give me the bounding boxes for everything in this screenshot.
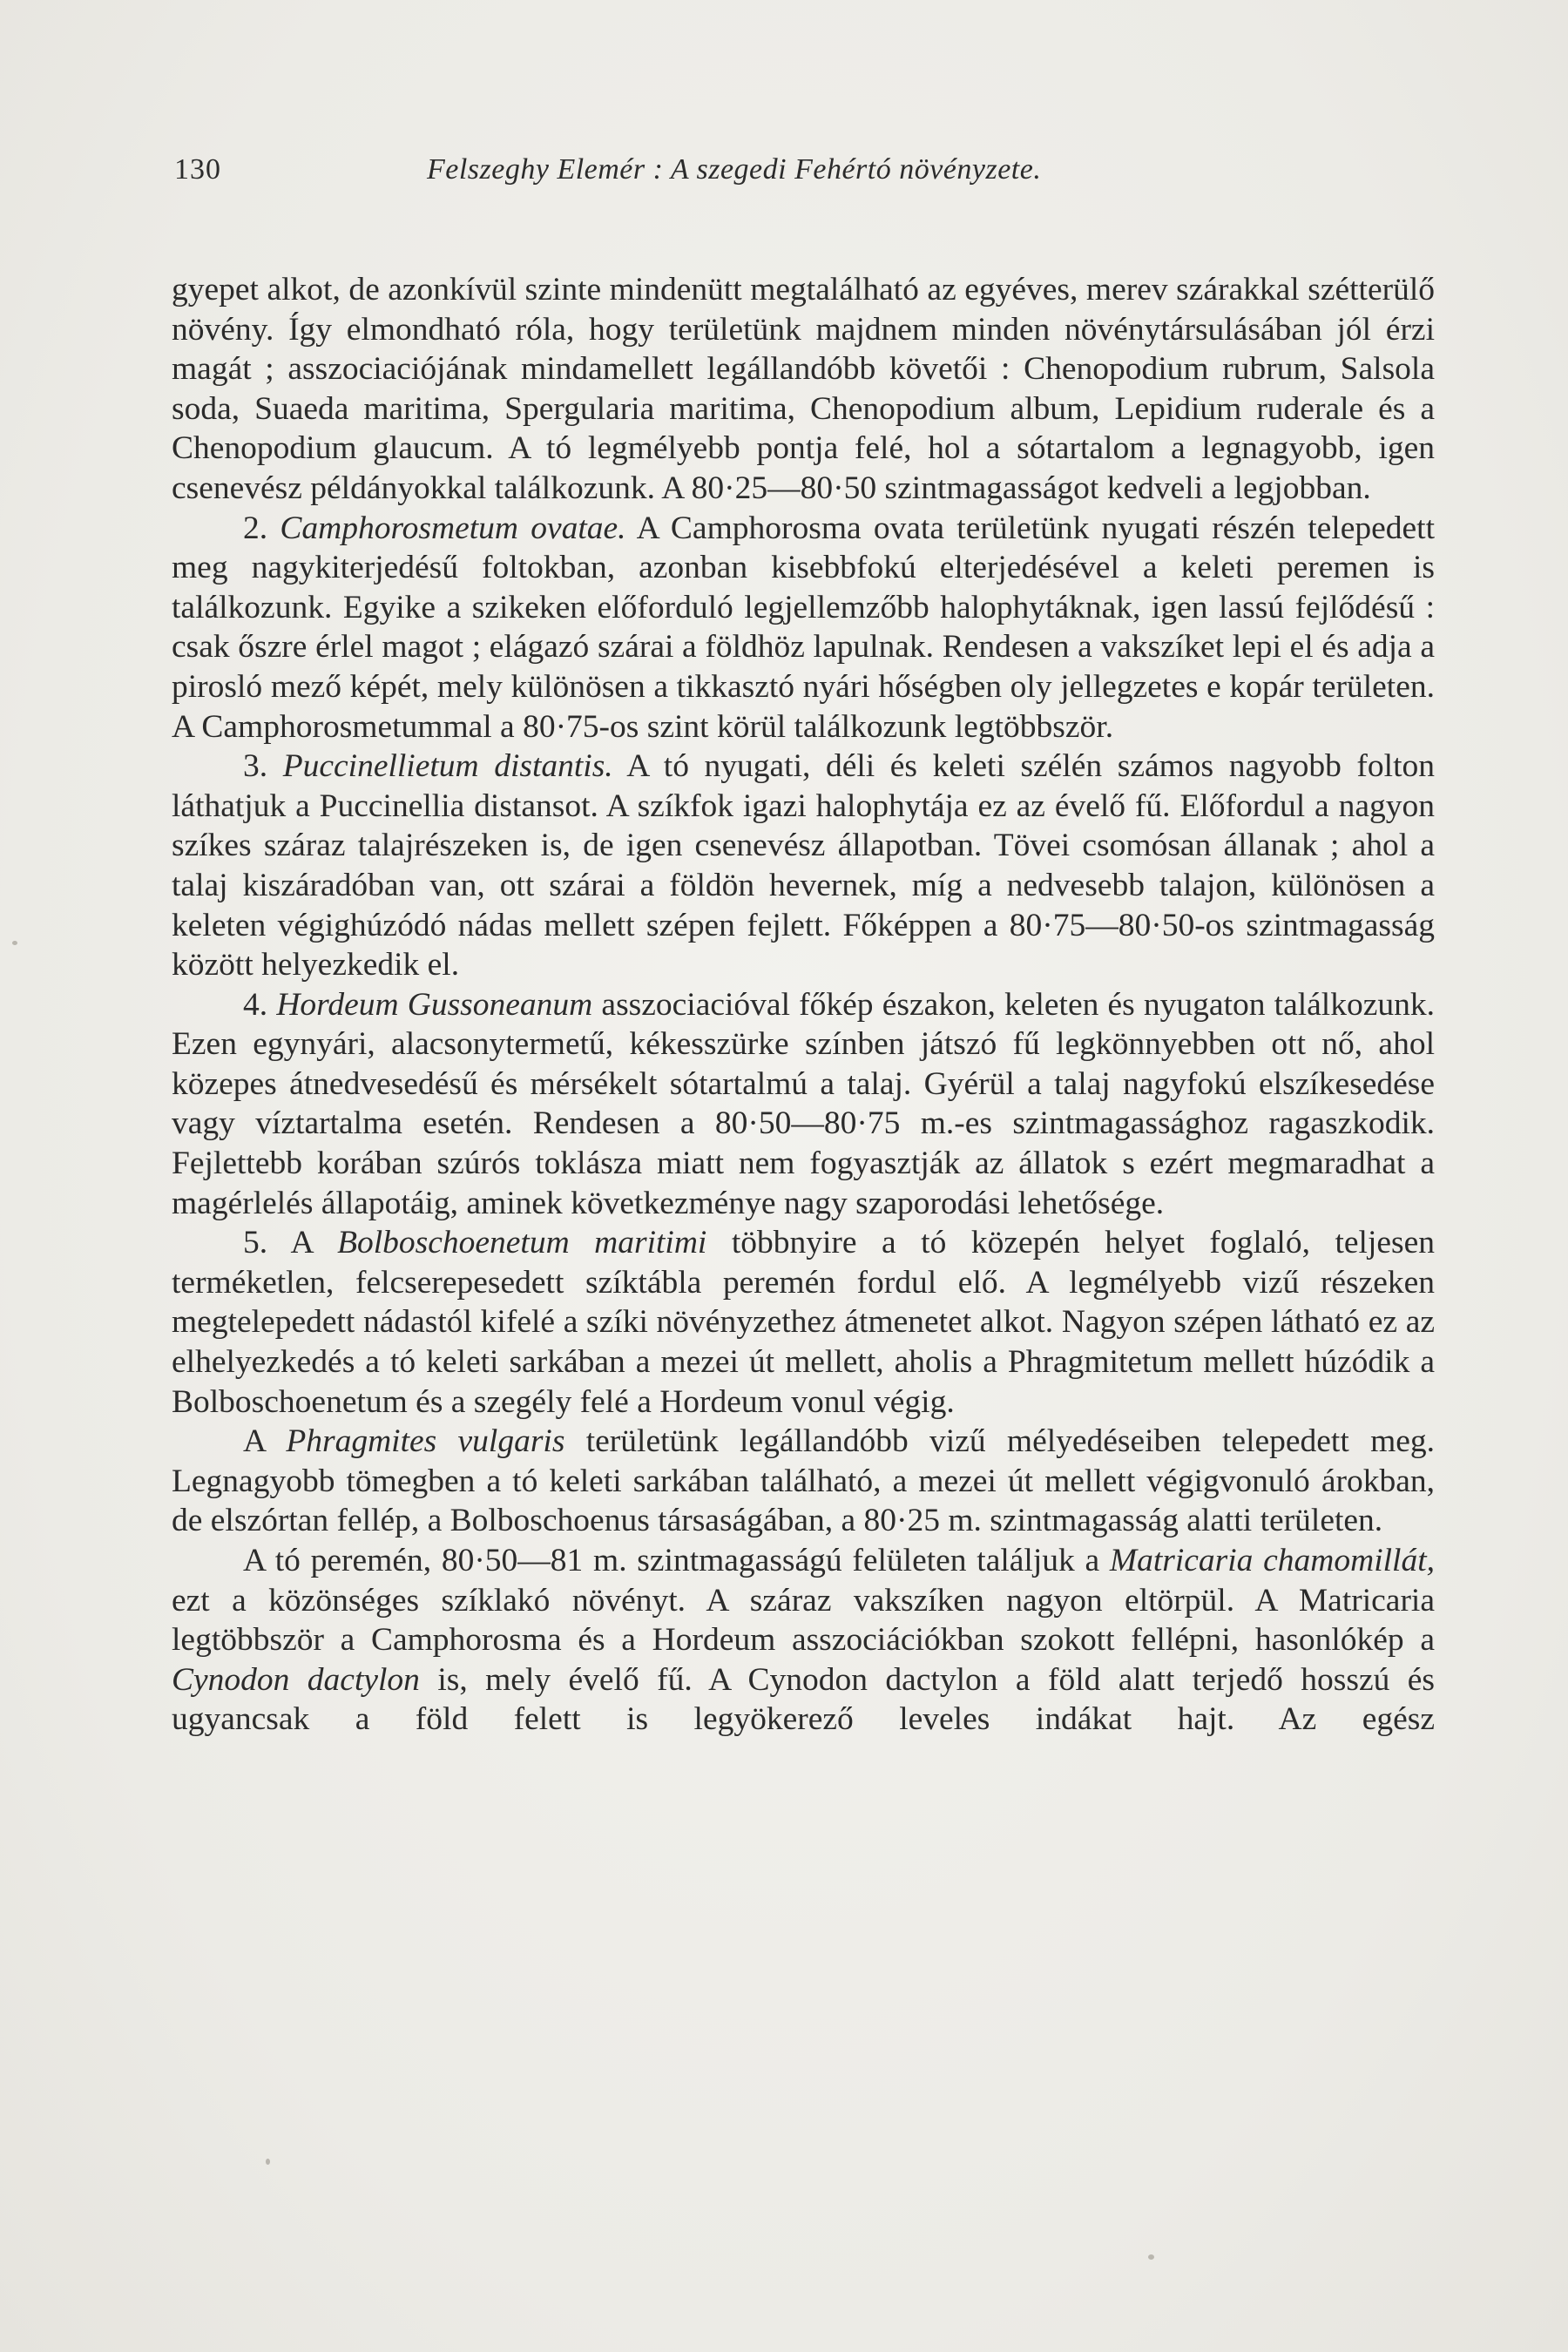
text-run: asszociacióval főkép északon, keleten és nyugaton találkozunk. Ezen egynyári, alacsonytermetű, kékesszürke színben játszó fű legkönnyebben ott nő, ahol közepes átnedvesedésű és mérsékelt sótartalmú a talaj. Gyérül a talaj nagyfokú elszíkesedése vagy víztartalma esetén. Rendesen a 80·50—80·75 m.-es szintmagassághoz ragaszkodik. Fejlettebb korában szúrós toklásza miatt nem fogyasztják az állatok s ezért megmaradhat a magérlelés állapotáig, aminek következménye nagy szaporodási lehetősége. — [172, 986, 1435, 1221]
text-run: A — [243, 1423, 287, 1460]
paper-speck — [12, 941, 17, 945]
text-run: területünk legállandóbb vizű mélyedéseiben telepedett meg. Legnagyobb tömegben a tó keleti sarkában található, a mezei út mellett végigvonuló árokban, de elszórtan fellép, a Bolboschoenus társaságában, a 80·25 m. szintmagasság alatti területen. — [172, 1423, 1436, 1539]
text-run: A Camphorosma ovata területünk nyugati részén telepedett meg nagykiterjedésű foltokban, azonban kisebbfokú elterjedésével a keleti peremen is találkozunk. Egyike a szikeken előforduló legjellemzőbb halophytáknak, igen lassú fejlődésű : csak őszre érlel magot ; elágazó szárai a földhöz lapulnak. Rendesen a vakszíket lepi el és adja a pirosló mező képét, mely különösen a tikkasztó nyári hőségben oly jellegzetes e kopár területen. A Camphorosmetummal a 80·75-os szint körül találkozunk legtöbbször. — [172, 510, 1435, 745]
text-run: ezt a közönséges szíklakó növényt. A száraz vakszíken nagyon eltörpül. A Matricaria legtöbbször a Camphorosma és a Hordeum asszociációkban szokott fellépni, hasonlókép a — [172, 1582, 1435, 1659]
paragraph — [172, 1422, 1435, 1541]
text-run: 5. A — [243, 1225, 338, 1261]
italic-taxon: Bolboschoenetum maritimi — [337, 1225, 707, 1261]
text-run: 4. — [243, 986, 277, 1023]
text-run: A tó nyugati, déli és keleti szélén számos nagyobb folton láthatjuk a Puccinellia distansot. A szíkfok igazi halophytája ez az évelő fű. Előfordul a nagyon szíkes száraz talajrészeken is, de igen csenevész állapotban. Tövei csomósan állanak ; ahol a talaj kiszáradóban van, ott szárai a földön hevernek, míg a nedvesebb talajon, különösen a keleten végighúzódó nádas mellett szépen fejlett. Főképpen a 80·75—80·50-os szintmagasság között helyezkedik el. — [172, 748, 1435, 983]
paragraph — [172, 747, 1435, 985]
italic-taxon: Matricaria chamomillát, — [1109, 1543, 1435, 1578]
text-run: 3. — [243, 748, 283, 785]
paper-speck — [1148, 2254, 1154, 2260]
paragraph — [172, 1223, 1435, 1422]
italic-taxon: Hordeum Gussoneanum — [276, 986, 593, 1023]
text-run: A tó peremén, 80·50—81 m. szintmagasságú felületen találjuk a — [243, 1543, 1110, 1578]
italic-taxon: Phragmites vulgaris — [286, 1423, 565, 1460]
italic-taxon: Puccinellietum distantis. — [282, 748, 613, 785]
italic-taxon: Camphorosmetum ovatae. — [280, 510, 626, 546]
page-number: 130 — [174, 153, 221, 186]
paragraph — [172, 985, 1435, 1224]
paragraph — [172, 270, 1435, 509]
running-head — [174, 148, 1429, 200]
paragraph — [172, 509, 1435, 747]
body-text — [172, 270, 1435, 1740]
running-title: Felszeghy Elemér : A szegedi Fehértó növényzete. — [427, 153, 1042, 186]
text-run: is, mely évelő fű. A Cynodon dactylon a föld alatt terjedő hosszú és ugyancsak a föld felett is legyökerező leveles indákat hajt. Az egész — [172, 1661, 1435, 1738]
text-run: többnyire a tó közepén helyet foglaló, teljesen terméketlen, felcserepesedett szíktábla peremén fordul elő. A legmélyebb vizű részeken megtelepedett nádastól kifelé a szíki növényzethez átmenetet alkot. Nagyon szépen látható ez az elhelyezkedés a tó keleti sarkában a mezei út mellett, aholis a Phragmitetum mellett húzódik a Bolboschoenetum és a szegély felé a Hordeum vonul végig. — [172, 1225, 1435, 1420]
paper-speck — [266, 2159, 270, 2165]
paragraph — [172, 1541, 1435, 1740]
text-run: gyepet alkot, de azonkívül szinte mindenütt megtalálható az egyéves, merev szárakkal szétterülő növény. Így elmondható róla, hogy területünk majdnem minden növénytársulásában jól érzi magát ; asszociaciójának mindamellett legállandóbb követői : Chenopodium rubrum, Salsola soda, Suaeda maritima, Spergularia maritima, Chenopodium album, Lepidium ruderale és a Chenopodium glaucum. A tó legmélyebb pontja felé, hol a sótartalom a legnagyobb, igen csenevész példányokkal találkozunk. A 80·25—80·50 szintmagasságot kedveli a legjobban. — [172, 272, 1435, 506]
text-run: 2. — [243, 510, 280, 546]
italic-taxon: Cynodon dactylon — [172, 1661, 420, 1698]
